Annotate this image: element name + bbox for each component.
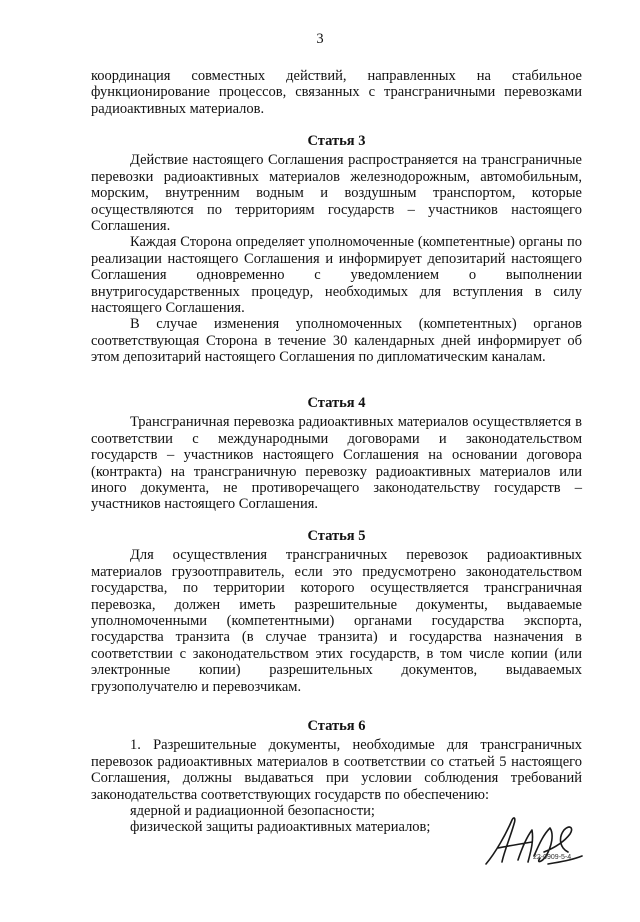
text-line: Для осуществления трансграничных перевозок радиоактивных <box>130 547 582 564</box>
article-6-paragraph-1 <box>91 737 582 803</box>
text-line: функционирование процессов, связанных с трансграничными перевозками <box>91 84 582 101</box>
article-3-paragraph-1 <box>91 152 582 234</box>
article-5 <box>91 528 582 695</box>
list-item: ядерной и радиационной безопасности; <box>130 802 375 819</box>
text-line: Соглашения. <box>91 217 171 234</box>
article-4-paragraph-1 <box>91 414 582 512</box>
text-line: иного документа, не противоречащего законодательству государств – <box>91 479 582 496</box>
text-line: этом депозитарий настоящего Соглашения по дипломатическим каналам. <box>91 349 546 366</box>
article-4 <box>91 395 582 513</box>
text-line: участников настоящего Соглашения. <box>91 496 319 513</box>
text-line: государства транзита (в случае транзита) и государства назначения в <box>91 629 582 646</box>
text-line: соответствующая Сторона в течение 30 календарных дней информирует об <box>91 332 582 349</box>
intro-paragraph <box>91 68 582 117</box>
article-5-paragraph-1 <box>91 547 582 695</box>
text-line: соответствии с международными договорами и законодательством <box>91 430 582 447</box>
text-line: государств – участников настоящего Соглашения на основании договора <box>91 447 582 464</box>
text-line: Соглашения, должны выдаваться при условии соблюдения требований <box>91 770 582 787</box>
article-3-paragraph-3 <box>91 316 582 365</box>
text-line: соответствии с законодательством этих государств, в том числе копии (или <box>91 645 582 662</box>
text-line: внутригосударственных процедур, необходимых для вступления в силу <box>91 283 582 300</box>
article-heading: Статья 6 <box>307 718 366 734</box>
text-line: государства, по территории которого осуществляется трансграничная <box>91 580 582 597</box>
text-line: Трансграничная перевозка радиоактивных материалов осуществляется в <box>130 414 582 431</box>
text-line: (контракта) на трансграничную перевозку радиоактивных материалов или <box>91 463 582 480</box>
text-line: электронные копии) разрешительных документов, выдаваемых <box>91 662 582 679</box>
text-line: настоящего Соглашения. <box>91 299 245 316</box>
article-3 <box>91 133 582 365</box>
text-line: перевозки радиоактивных материалов железнодорожным, автомобильным, <box>91 168 582 185</box>
text-line: реализации настоящего Соглашения и информирует депозитарий настоящего <box>91 250 582 267</box>
text-line: уполномоченными (компетентными) органами государства экспорта, <box>91 612 582 629</box>
text-line: морским, внутренним водным и воздушным транспортом, которые <box>91 185 582 202</box>
text-line: Соглашения одновременно с уведомлением о выполнении <box>91 267 582 284</box>
text-line: материалов грузоотправитель, если это предусмотрено законодательством <box>91 563 582 580</box>
page-number: 3 <box>316 31 324 47</box>
article-heading: Статья 4 <box>307 395 366 411</box>
document-code: 22-0909-5-4 <box>533 854 572 861</box>
text-line: радиоактивных материалов. <box>91 100 265 117</box>
text-line: перевозок радиоактивных материалов в соответствии со статьей 5 настоящего <box>91 753 582 770</box>
text-line: грузополучателю и перевозчикам. <box>91 678 302 695</box>
list-item: физической защиты радиоактивных материалов; <box>130 819 431 836</box>
text-line: В случае изменения уполномоченных (компетентных) органов <box>130 316 582 333</box>
text-line: перевозка, должен иметь разрешительные документы, выдаваемые <box>91 596 582 613</box>
text-line: Каждая Сторона определяет уполномоченные (компетентные) органы по <box>130 234 582 251</box>
article-heading: Статья 5 <box>307 528 366 544</box>
article-heading: Статья 3 <box>307 133 366 149</box>
signature-image <box>478 812 588 872</box>
text-line: Действие настоящего Соглашения распространяется на трансграничные <box>130 152 582 169</box>
text-line: законодательства соответствующих государств по обеспечению: <box>91 786 489 803</box>
text-line: осуществляются по территориям государств – участников настоящего <box>91 201 582 218</box>
text-line: координация совместных действий, направленных на стабильное <box>91 68 582 84</box>
article-3-paragraph-2 <box>91 234 582 316</box>
text-line: 1. Разрешительные документы, необходимые для трансграничных <box>130 737 582 754</box>
